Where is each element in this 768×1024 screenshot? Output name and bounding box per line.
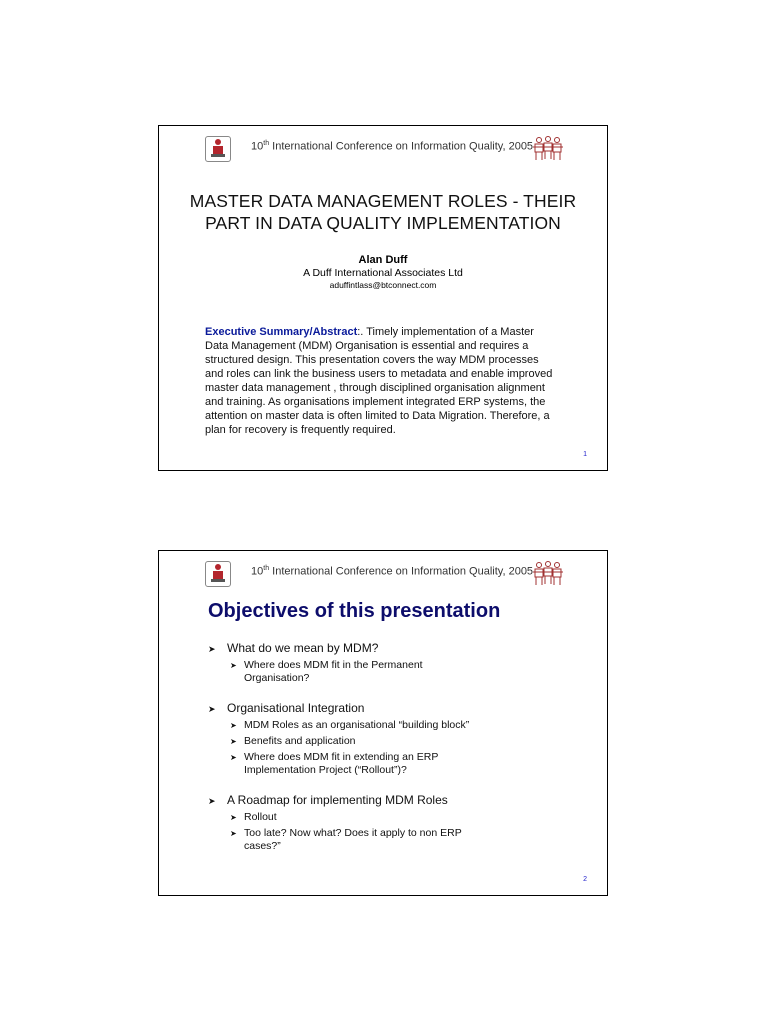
bullet-item: ➤ What do we mean by MDM? [208,641,379,655]
arrowhead-bullet-icon: ➤ [230,721,237,730]
presenter-logo-icon [205,136,231,162]
sub-bullet-item: ➤ MDM Roles as an organisational “building block” [230,719,470,731]
sub-bullet-item: ➤ Rollout [230,811,277,823]
page-number: 1 [583,451,587,458]
slide-1 [158,125,608,471]
author-name: Alan Duff [358,254,408,266]
page-number: 2 [583,876,587,883]
arrowhead-bullet-icon: ➤ [208,704,216,714]
bullet-item: ➤ Organisational Integration [208,701,365,715]
slide-title: MASTER DATA MANAGEMENT ROLES - THEIR PART IN DATA QUALITY IMPLEMENTATION [189,191,577,233]
arrowhead-bullet-icon: ➤ [208,796,216,806]
arrowhead-bullet-icon: ➤ [230,737,237,746]
sub-bullet-item: ➤ Too late? Now what? Does it apply to non ERP cases?” [230,827,462,852]
abstract-label: Executive Summary/Abstract [205,326,358,338]
people-logo-icon [531,134,565,164]
slide-2 [158,550,608,896]
conference-header: 10th International Conference on Information Quality, 2005 [251,140,534,153]
arrowhead-bullet-icon: ➤ [230,753,237,762]
author-company: A Duff International Associates Ltd [303,267,463,279]
presenter-logo-icon [205,561,231,587]
bullet-list [207,641,587,853]
slide-title: Objectives of this presentation [208,600,501,622]
sub-bullet-item: ➤ Where does MDM fit in extending an ERP Implementation Project (“Rollout”)? [230,751,439,776]
conference-header: 10th International Conference on Information Quality, 2005 [251,565,534,578]
bullet-item: ➤ A Roadmap for implementing MDM Roles [208,793,448,807]
sub-bullet-item: ➤ Benefits and application [230,735,356,747]
sub-bullet-item: ➤ Where does MDM fit in the Permanent Organisation? [230,659,423,684]
arrowhead-bullet-icon: ➤ [230,829,237,838]
abstract-text: :. Timely implementation of a Master Data Management (MDM) Organisation is essential and requires a structured design. This presentation covers the way MDM processes and roles can link the business users to metadata and enable improved master data management , through disciplined organisation alignment and training. As organisations implement integrated ERP systems, the attention on master data is often limited to Data Migration. Therefore, a plan for recovery is frequently required. [205,326,553,436]
arrowhead-bullet-icon: ➤ [208,644,216,654]
arrowhead-bullet-icon: ➤ [230,813,237,822]
people-logo-icon [531,559,565,589]
abstract [205,325,553,437]
author-email: aduffintlass@btconnect.com [329,280,437,290]
arrowhead-bullet-icon: ➤ [230,661,237,670]
